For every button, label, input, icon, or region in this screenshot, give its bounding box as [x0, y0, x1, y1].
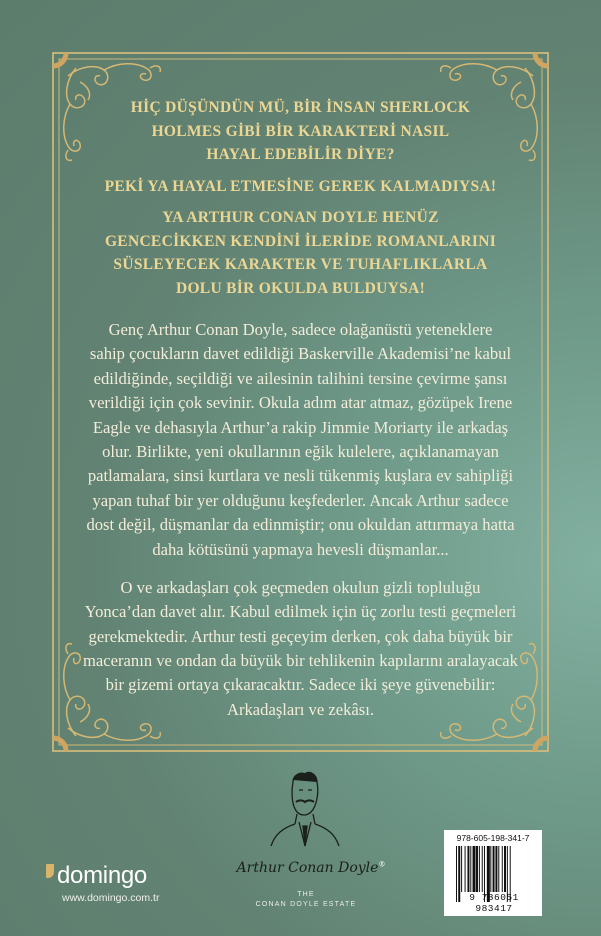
- barcode-bar: [476, 846, 478, 892]
- barcode-bar: [482, 846, 483, 892]
- headline-line: SÜSLEYECEK KARAKTER VE TUHAFLIKLARLA: [113, 256, 488, 273]
- text-line: dost değil, düşmanlar da edinmiştir; onu okuldan attırmaya hatta: [86, 515, 515, 535]
- barcode-bar: [504, 846, 506, 892]
- blurb-text: [60, 318, 541, 722]
- barcode-bar: [479, 846, 480, 892]
- text-line: Genç Arthur Conan Doyle, sadece olağanüstü yeteneklere: [108, 320, 493, 339]
- barcode-digits: 9 786051 983417: [469, 892, 519, 914]
- text-line: Arkadaşları ve zekâsı.: [227, 699, 374, 719]
- headline-line: YA ARTHUR CONAN DOYLE HENÜZ: [162, 209, 439, 226]
- text-line: Yonca’dan davet alır. Kabul edilmek için üç zorlu testi geçmeleri: [84, 602, 517, 622]
- publisher-name: domingo: [57, 862, 147, 889]
- headline-line: GENCECİKKEN KENDİNİ İLERİDE ROMANLARINI: [104, 232, 497, 250]
- estate-label: [236, 890, 376, 910]
- publisher-logo: [46, 862, 159, 904]
- barcode-bar: [502, 846, 503, 892]
- paragraph-1: [60, 318, 541, 562]
- text-line: Eagle ve dehasıyla Arthur’a rakip Jimmie Moriarty ile arkadaş: [92, 417, 509, 437]
- headline-line: HAYAL EDEBİLİR DİYE?: [206, 146, 395, 163]
- isbn-barcode: [444, 830, 542, 916]
- text-line: bir gizemi ortaya çıkaracaktır. Sadece iki şeye güvenebilir:: [105, 675, 496, 695]
- text-line: olur. Birlikte, yeni okullarının eğik kulelere, açıklanamayan: [102, 441, 499, 461]
- conan-doyle-portrait-icon: [265, 768, 345, 858]
- headline-line: DOLU BİR OKULDA BULDUYSA!: [175, 279, 426, 297]
- barcode-bar: [490, 846, 491, 892]
- headline-line: HOLMES GİBİ BİR KARAKTERİ NASIL: [151, 122, 450, 140]
- quote-mark-icon: [46, 864, 54, 878]
- text-line: maceranın ve ondan da büyük bir tehlikenin kapılarını aralayacak: [83, 651, 518, 671]
- domingo-logo: [46, 862, 159, 890]
- barcode-bar: [467, 846, 469, 892]
- text-line: daha kötüsünü yapmaya hevesli düşmanlar...: [152, 539, 449, 559]
- paragraph-2: [60, 576, 541, 722]
- text-line: sahip çocukların davet edildiği Baskerville Akademisi’ne kabul: [89, 344, 512, 364]
- author-signature: [236, 860, 386, 876]
- barcode-bar: [498, 846, 499, 892]
- registered-mark: ®: [378, 860, 386, 869]
- headline-line: HİÇ DÜŞÜNDÜN MÜ, BİR İNSAN SHERLOCK: [130, 99, 471, 116]
- text-line: O ve arkadaşları çok geçmeden okulun gizli topluluğu: [120, 577, 481, 597]
- headline-line: PEKİ YA HAYAL ETMESİNE GEREK KALMADIYSA!: [104, 177, 497, 195]
- headline-block: [60, 96, 541, 300]
- estate-line-2: CONAN DOYLE ESTATE: [255, 901, 357, 908]
- barcode-bar: [473, 846, 476, 892]
- barcode-bar: [465, 846, 466, 892]
- text-line: patlamalara, sinsi kurtlara ve nesli tükenmiş kuşlara ev sahipliği: [87, 466, 514, 486]
- text-line: edildiğinde, seçildiği ve ailesinin talihini tersine çevirme şansı: [93, 368, 508, 388]
- signature-text: Arthur Conan Doyle: [236, 860, 379, 876]
- barcode-bar: [470, 846, 471, 892]
- isbn-number: 978-605-198-341-7: [456, 833, 530, 843]
- text-line: yapan tuhaf bir yer olduğunu keşfederler. Ancak Arthur sadece: [92, 490, 509, 510]
- text-line: verildiği için çok sevinir. Okula adım atar atmaz, gözüpek Irene: [88, 393, 513, 413]
- barcode-bar: [495, 846, 497, 892]
- publisher-url: www.domingo.com.tr: [62, 892, 160, 904]
- barcode-bar: [493, 846, 495, 892]
- barcode-bar: [461, 846, 462, 892]
- text-line: gerekmektedir. Arthur testi geçeyim derken, çok daha büyük bir: [88, 626, 513, 646]
- estate-line-1: THE: [297, 891, 315, 898]
